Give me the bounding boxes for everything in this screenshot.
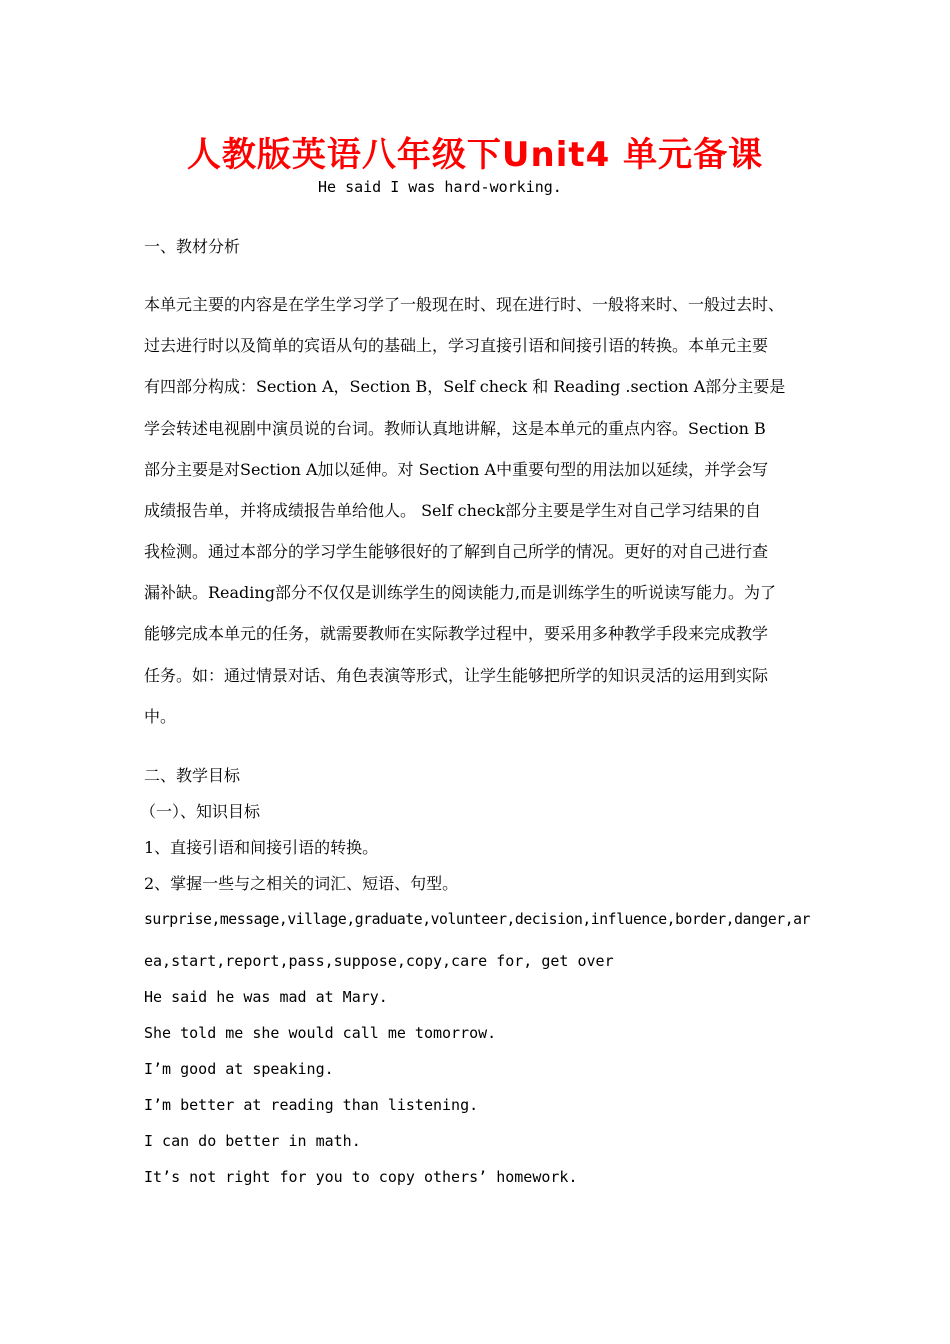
sentence-item: I can do better in math. [144,1132,361,1150]
vocab-line: ea,start,report,pass,suppose,copy,care for, get over [144,952,614,970]
paragraph-line: 能够完成本单元的任务，就需要教师在实际教学过程中，要采用多种教学手段来完成教学 [144,624,769,643]
paragraph-line: 部分主要是对Section A加以延伸。对 Section A中重要句型的用法加以延续，并学会写 [144,460,769,479]
document-subtitle: He said I was hard-working. [318,178,562,196]
goal-item: 2、掌握一些与之相关的词汇、短语、句型。 [144,874,459,893]
paragraph-line: 过去进行时以及简单的宾语从句的基础上，学习直接引语和间接引语的转换。本单元主要 [144,336,769,355]
vocab-line: surprise,message,village,graduate,volunteer,decision,influence,border,danger,ar [144,911,810,928]
sentence-item: I’m better at reading than listening. [144,1096,479,1114]
paragraph-line: 漏补缺。Reading部分不仅仅是训练学生的阅读能力,而是训练学生的听说读写能力。为了 [144,583,777,602]
paragraph-line: 我检测。通过本部分的学习学生能够很好的了解到自己所学的情况。更好的对自己进行查 [144,542,769,561]
section-heading-goals: 二、教学目标 [144,766,241,785]
sentence-item: It’s not right for you to copy others’ homework. [144,1168,578,1186]
goal-item: 1、直接引语和间接引语的转换。 [144,838,379,857]
sentence-item: He said he was mad at Mary. [144,988,388,1006]
section-heading-materials: 一、教材分析 [144,237,241,256]
document-title: 人教版英语八年级下Unit4 单元备课 [186,135,764,175]
paragraph-line: 有四部分构成：Section A，Section B，Self check 和 Reading .section A部分主要是 [144,377,786,396]
sentence-item: She told me she would call me tomorrow. [144,1024,497,1042]
paragraph-line: 任务。如：通过情景对话、角色表演等形式，让学生能够把所学的知识灵活的运用到实际 [144,666,769,685]
sentence-item: I’m good at speaking. [144,1060,334,1078]
subsection-heading-knowledge: （一）、知识目标 [140,802,261,821]
paragraph-line: 本单元主要的内容是在学生学习学了一般现在时、现在进行时、一般将来时、一般过去时、 [144,295,785,314]
paragraph-line: 成绩报告单，并将成绩报告单给他人。 Self check部分主要是学生对自己学习结果的自 [144,501,762,520]
paragraph-line: 学会转述电视剧中演员说的台词。教师认真地讲解，这是本单元的重点内容。Section B [144,419,766,438]
paragraph-line: 中。 [144,707,177,726]
